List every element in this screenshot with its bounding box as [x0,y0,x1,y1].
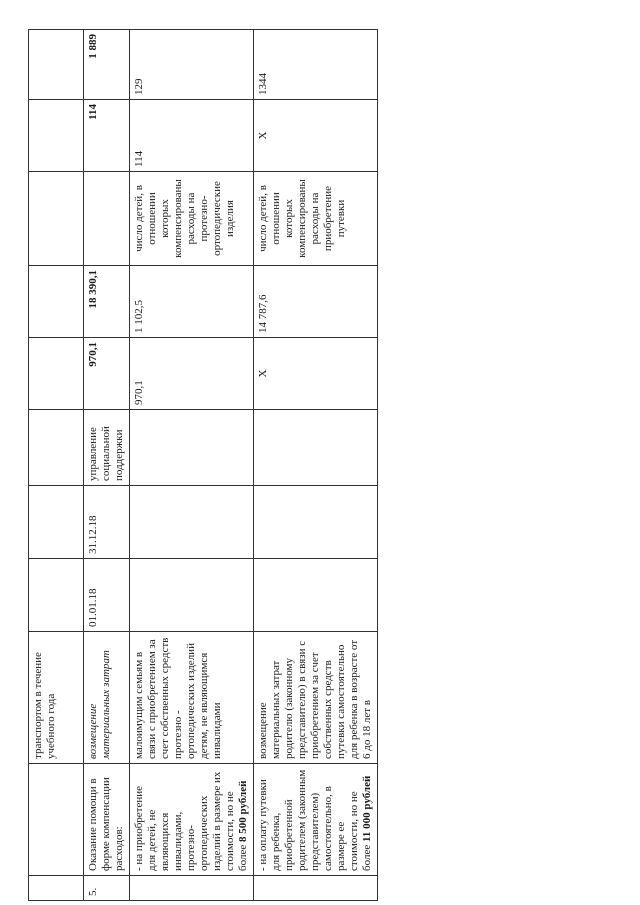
amount-a: 970,1 [84,338,130,410]
sub-a-amount-b: 1 102,5 [130,266,254,338]
sub-b-name: - на оплату путевки для ребенка, приобретенной родителем (законным представителем) самостоятельно, в размере ее стоимости, но не более 11 000 рублей [254,764,378,876]
program-table [28,29,378,901]
indicator [84,172,130,266]
table-row-prev [29,30,84,901]
table-row-5 [84,30,130,901]
sub-b-indicator: число детей, в отношении которых компенсированы расходы на приобретение путевки [254,172,378,266]
start-date: 01.01.18 [84,559,130,632]
amount-b: 18 390,1 [84,266,130,338]
sub-b-value-b: 1344 [254,30,378,100]
row-name: Оказание помощи в форме компенсации расходов: [84,764,130,876]
sub-b-amount-a: Х [254,338,378,410]
row-kind: возмещение материальных затрат [84,632,130,764]
table-row-sub-b [254,30,378,901]
sub-a-value-b: 129 [130,30,254,100]
sub-a-kind: малоимущим семьям в связи с приобретением за счет собственных средств протезно - ортопедических изделий детям, не являющимся инвалидами [130,632,254,764]
sub-a-name: - на приобретение для детей, не являющихся инвалидами, протезно-ортопедических изделий в размере их стоимости, но не более 8 500 рублей [130,764,254,876]
sub-b-amount-b: 14 787,6 [254,266,378,338]
sub-b-value-a: Х [254,100,378,172]
value-b: 1 889 [84,30,130,100]
end-date: 31.12.18 [84,486,130,559]
sub-b-kind: возмещение материальных затрат родителю (законному представителю) в связи с приобретением за счет собственных средств путевки самостоятельно для ребенка в возрасте от 6 до 18 лет в [254,632,378,764]
row-number: 5. [84,876,130,901]
transport-cell: транспортом в течение учебного года [29,632,84,764]
sub-a-amount-a: 970,1 [130,338,254,410]
table-row-sub-a [130,30,254,901]
responsible: управление социальной поддержки [84,410,130,486]
sub-a-value-a: 114 [130,100,254,172]
value-a: 114 [84,100,130,172]
sub-a-indicator: число детей, в отношении которых компенсированы расходы на протезно-ортопедические изделия [130,172,254,266]
